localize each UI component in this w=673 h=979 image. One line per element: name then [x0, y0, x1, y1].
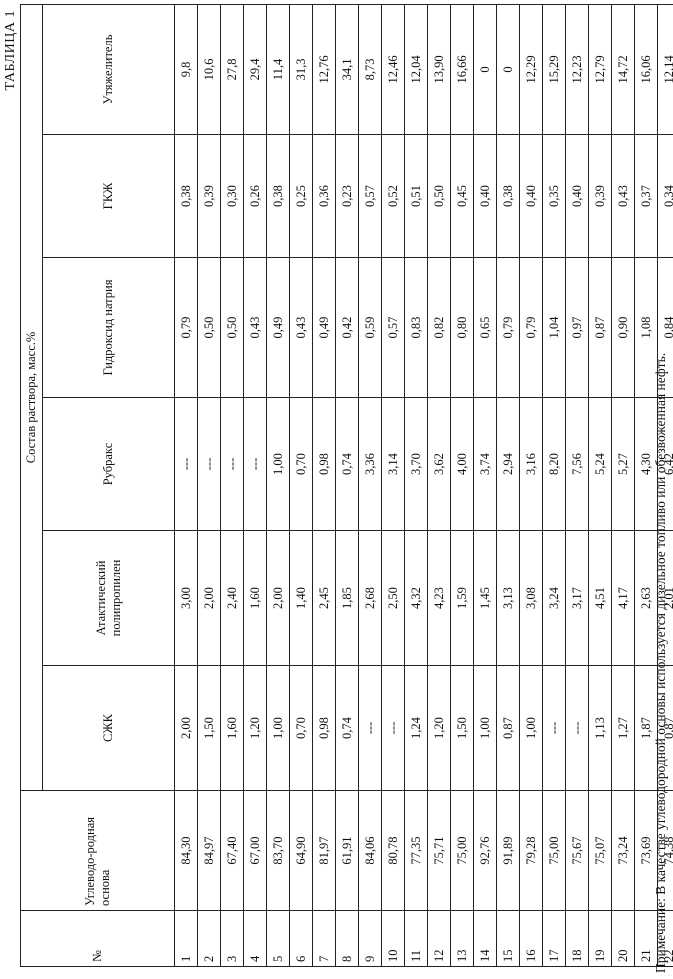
cell-num: 18 — [566, 911, 589, 967]
cell-rubrax: 8,20 — [543, 398, 566, 531]
cell-naoh: 0,49 — [313, 258, 336, 398]
cell-weight: 29,4 — [244, 4, 267, 134]
cell-weight: 34,1 — [336, 4, 359, 134]
cell-gzh: 0,40 — [474, 135, 497, 258]
cell-naoh: 0,43 — [290, 258, 313, 398]
cell-base: 61,91 — [336, 791, 359, 911]
cell-naoh: 0,43 — [244, 258, 267, 398]
cell-gzh: 0,38 — [267, 135, 290, 258]
cell-rubrax: 3,74 — [474, 398, 497, 531]
cell-polypropylene: 1,60 — [244, 531, 267, 666]
table-row — [244, 4, 267, 966]
cell-gzh: 0,23 — [336, 135, 359, 258]
cell-num: 19 — [589, 911, 612, 967]
cell-base: 75,67 — [566, 791, 589, 911]
cell-rubrax: 0,70 — [290, 398, 313, 531]
cell-polypropylene: 4,51 — [589, 531, 612, 666]
table-row — [405, 4, 428, 966]
cell-naoh: 0,80 — [451, 258, 474, 398]
cell-gzh: 0,38 — [497, 135, 520, 258]
cell-naoh: 0,79 — [175, 258, 198, 398]
cell-num: 16 — [520, 911, 543, 967]
cell-rubrax: 3,70 — [405, 398, 428, 531]
table-row — [290, 4, 313, 966]
cell-num: 6 — [290, 911, 313, 967]
table-row — [198, 4, 221, 966]
cell-weight: 12,76 — [313, 4, 336, 134]
cell-naoh: 0,59 — [359, 258, 382, 398]
cell-polypropylene: 2,68 — [359, 531, 382, 666]
cell-szhk: 2,00 — [175, 666, 198, 791]
cell-rubrax: 2,94 — [497, 398, 520, 531]
table-row — [497, 4, 520, 966]
cell-num: 12 — [428, 911, 451, 967]
cell-weight: 10,6 — [198, 4, 221, 134]
cell-polypropylene: 3,08 — [520, 531, 543, 666]
cell-weight: 27,8 — [221, 4, 244, 134]
cell-base: 73,24 — [612, 791, 635, 911]
cell-naoh: 0,87 — [589, 258, 612, 398]
cell-rubrax: 7,56 — [566, 398, 589, 531]
cell-gzh: 0,36 — [313, 135, 336, 258]
cell-polypropylene: 3,13 — [497, 531, 520, 666]
cell-polypropylene: 3,17 — [566, 531, 589, 666]
cell-weight: 9,8 — [175, 4, 198, 134]
cell-polypropylene: 2,00 — [198, 531, 221, 666]
header-rubrax: Рубракс — [43, 398, 175, 531]
cell-rubrax: 0,98 — [313, 398, 336, 531]
cell-base: 64,90 — [290, 791, 313, 911]
cell-polypropylene: 2,40 — [221, 531, 244, 666]
cell-polypropylene: 2,45 — [313, 531, 336, 666]
header-polypropylene: Атактический полипропилен — [43, 531, 175, 666]
cell-polypropylene: 2,50 — [382, 531, 405, 666]
cell-rubrax: 5,27 — [612, 398, 635, 531]
cell-gzh: 0,34 — [658, 135, 673, 258]
cell-polypropylene: 1,45 — [474, 531, 497, 666]
table-row — [359, 4, 382, 966]
cell-gzh: 0,39 — [198, 135, 221, 258]
cell-gzh: 0,52 — [382, 135, 405, 258]
cell-base: 75,07 — [589, 791, 612, 911]
cell-weight: 15,29 — [543, 4, 566, 134]
cell-naoh: 0,50 — [221, 258, 244, 398]
cell-weight: 11,4 — [267, 4, 290, 134]
cell-szhk: 0,98 — [313, 666, 336, 791]
cell-szhk: 1,50 — [451, 666, 474, 791]
cell-num: 10 — [382, 911, 405, 967]
cell-szhk: --- — [359, 666, 382, 791]
cell-rubrax: 5,24 — [589, 398, 612, 531]
cell-base: 75,00 — [451, 791, 474, 911]
cell-gzh: 0,25 — [290, 135, 313, 258]
cell-base: 91,89 — [497, 791, 520, 911]
cell-base: 79,28 — [520, 791, 543, 911]
cell-num: 15 — [497, 911, 520, 967]
cell-polypropylene: 3,00 — [175, 531, 198, 666]
cell-szhk: 1,27 — [612, 666, 635, 791]
table-row — [313, 4, 336, 966]
cell-rubrax: --- — [221, 398, 244, 531]
cell-num: 21 — [635, 911, 658, 967]
header-base: Углеводо-родная основа — [21, 791, 175, 911]
cell-polypropylene: 2,63 — [635, 531, 658, 666]
cell-weight: 31,3 — [290, 4, 313, 134]
composition-table — [20, 4, 673, 967]
cell-num: 20 — [612, 911, 635, 967]
cell-num: 14 — [474, 911, 497, 967]
cell-szhk: 1,20 — [244, 666, 267, 791]
cell-gzh: 0,57 — [359, 135, 382, 258]
cell-gzh: 0,51 — [405, 135, 428, 258]
cell-gzh: 0,43 — [612, 135, 635, 258]
cell-szhk: 1,20 — [428, 666, 451, 791]
header-num: № — [21, 911, 175, 967]
cell-polypropylene: 1,40 — [290, 531, 313, 666]
cell-gzh: 0,26 — [244, 135, 267, 258]
cell-gzh: 0,30 — [221, 135, 244, 258]
cell-num: 9 — [359, 911, 382, 967]
cell-base: 84,97 — [198, 791, 221, 911]
cell-num: 3 — [221, 911, 244, 967]
cell-szhk: 0,74 — [336, 666, 359, 791]
cell-weight: 16,66 — [451, 4, 474, 134]
cell-rubrax: 0,74 — [336, 398, 359, 531]
cell-base: 83,70 — [267, 791, 290, 911]
cell-naoh: 0,79 — [520, 258, 543, 398]
cell-num: 5 — [267, 911, 290, 967]
cell-szhk: --- — [382, 666, 405, 791]
cell-rubrax: --- — [244, 398, 267, 531]
cell-polypropylene: 4,32 — [405, 531, 428, 666]
cell-base: 77,35 — [405, 791, 428, 911]
cell-gzh: 0,38 — [175, 135, 198, 258]
cell-rubrax: 1,00 — [267, 398, 290, 531]
cell-polypropylene: 4,17 — [612, 531, 635, 666]
cell-weight: 13,90 — [428, 4, 451, 134]
cell-num: 11 — [405, 911, 428, 967]
header-naoh: Гидроксид натрия — [43, 258, 175, 398]
cell-weight: 12,29 — [520, 4, 543, 134]
table-row — [175, 4, 198, 966]
cell-base: 75,00 — [543, 791, 566, 911]
cell-szhk: 0,87 — [497, 666, 520, 791]
cell-polypropylene: 3,24 — [543, 531, 566, 666]
cell-rubrax: 4,00 — [451, 398, 474, 531]
cell-num: 8 — [336, 911, 359, 967]
table-title: ТАБЛИЦА 1 — [3, 10, 19, 90]
header-szhk: СЖК — [43, 666, 175, 791]
cell-naoh: 0,79 — [497, 258, 520, 398]
table-row — [520, 4, 543, 966]
cell-weight: 0 — [474, 4, 497, 134]
cell-num: 13 — [451, 911, 474, 967]
cell-weight: 0 — [497, 4, 520, 134]
cell-naoh: 0,65 — [474, 258, 497, 398]
cell-szhk: 1,00 — [520, 666, 543, 791]
table-row — [589, 4, 612, 966]
cell-base: 75,71 — [428, 791, 451, 911]
cell-szhk: 1,00 — [474, 666, 497, 791]
cell-naoh: 0,97 — [566, 258, 589, 398]
cell-rubrax: 4,30 — [635, 398, 658, 531]
cell-num: 2 — [198, 911, 221, 967]
table-row — [451, 4, 474, 966]
cell-base: 84,30 — [175, 791, 198, 911]
cell-weight: 12,46 — [382, 4, 405, 134]
cell-base: 67,40 — [221, 791, 244, 911]
cell-base: 67,00 — [244, 791, 267, 911]
table-row — [566, 4, 589, 966]
cell-rubrax: 3,16 — [520, 398, 543, 531]
header-weight: Утяжелитель — [43, 4, 175, 134]
table-row — [267, 4, 290, 966]
cell-weight: 12,14 — [658, 4, 673, 134]
cell-weight: 12,79 — [589, 4, 612, 134]
cell-gzh: 0,37 — [635, 135, 658, 258]
cell-polypropylene: 1,59 — [451, 531, 474, 666]
cell-gzh: 0,35 — [543, 135, 566, 258]
cell-num: 17 — [543, 911, 566, 967]
cell-weight: 16,06 — [635, 4, 658, 134]
cell-naoh: 0,83 — [405, 258, 428, 398]
cell-szhk: 1,00 — [267, 666, 290, 791]
cell-gzh: 0,40 — [520, 135, 543, 258]
rotated-page — [0, 0, 673, 979]
cell-num: 22 — [658, 911, 673, 967]
cell-naoh: 0,90 — [612, 258, 635, 398]
table-row — [382, 4, 405, 966]
cell-gzh: 0,40 — [566, 135, 589, 258]
cell-naoh: 0,42 — [336, 258, 359, 398]
cell-rubrax: 6,42 — [658, 398, 673, 531]
cell-szhk: --- — [566, 666, 589, 791]
cell-rubrax: --- — [175, 398, 198, 531]
group-header: Состав раствора, масс.% — [21, 4, 43, 790]
cell-naoh: 0,82 — [428, 258, 451, 398]
cell-polypropylene: 2,00 — [267, 531, 290, 666]
cell-naoh: 0,49 — [267, 258, 290, 398]
cell-polypropylene: 1,85 — [336, 531, 359, 666]
footnote: Примечание: В качестве углеводородной основы используется дизельное топливо или обезвоженная нефть. — [653, 353, 669, 973]
cell-weight: 14,72 — [612, 4, 635, 134]
header-gzh: ГКЖ — [43, 135, 175, 258]
cell-base: 73,69 — [635, 791, 658, 911]
table-row — [336, 4, 359, 966]
cell-weight: 12,04 — [405, 4, 428, 134]
cell-polypropylene: 2,01 — [658, 531, 673, 666]
cell-rubrax: --- — [198, 398, 221, 531]
cell-base: 84,06 — [359, 791, 382, 911]
cell-szhk: 1,60 — [221, 666, 244, 791]
table-row — [612, 4, 635, 966]
cell-szhk: --- — [543, 666, 566, 791]
cell-num: 4 — [244, 911, 267, 967]
cell-szhk: 1,87 — [635, 666, 658, 791]
cell-naoh: 1,08 — [635, 258, 658, 398]
table-row — [221, 4, 244, 966]
cell-base: 92,76 — [474, 791, 497, 911]
cell-gzh: 0,39 — [589, 135, 612, 258]
cell-weight: 12,23 — [566, 4, 589, 134]
cell-polypropylene: 4,23 — [428, 531, 451, 666]
cell-naoh: 0,57 — [382, 258, 405, 398]
cell-gzh: 0,45 — [451, 135, 474, 258]
table-row — [543, 4, 566, 966]
cell-szhk: 0,87 — [658, 666, 673, 791]
cell-gzh: 0,50 — [428, 135, 451, 258]
cell-rubrax: 3,36 — [359, 398, 382, 531]
cell-base: 80,78 — [382, 791, 405, 911]
cell-base: 81,97 — [313, 791, 336, 911]
cell-naoh: 0,84 — [658, 258, 673, 398]
cell-szhk: 1,24 — [405, 666, 428, 791]
cell-base: 74,38 — [658, 791, 673, 911]
cell-naoh: 1,04 — [543, 258, 566, 398]
table-row — [428, 4, 451, 966]
cell-naoh: 0,50 — [198, 258, 221, 398]
cell-num: 7 — [313, 911, 336, 967]
cell-rubrax: 3,14 — [382, 398, 405, 531]
cell-weight: 8,73 — [359, 4, 382, 134]
cell-rubrax: 3,62 — [428, 398, 451, 531]
cell-szhk: 0,70 — [290, 666, 313, 791]
table-row — [474, 4, 497, 966]
cell-szhk: 1,50 — [198, 666, 221, 791]
cell-szhk: 1,13 — [589, 666, 612, 791]
cell-num: 1 — [175, 911, 198, 967]
